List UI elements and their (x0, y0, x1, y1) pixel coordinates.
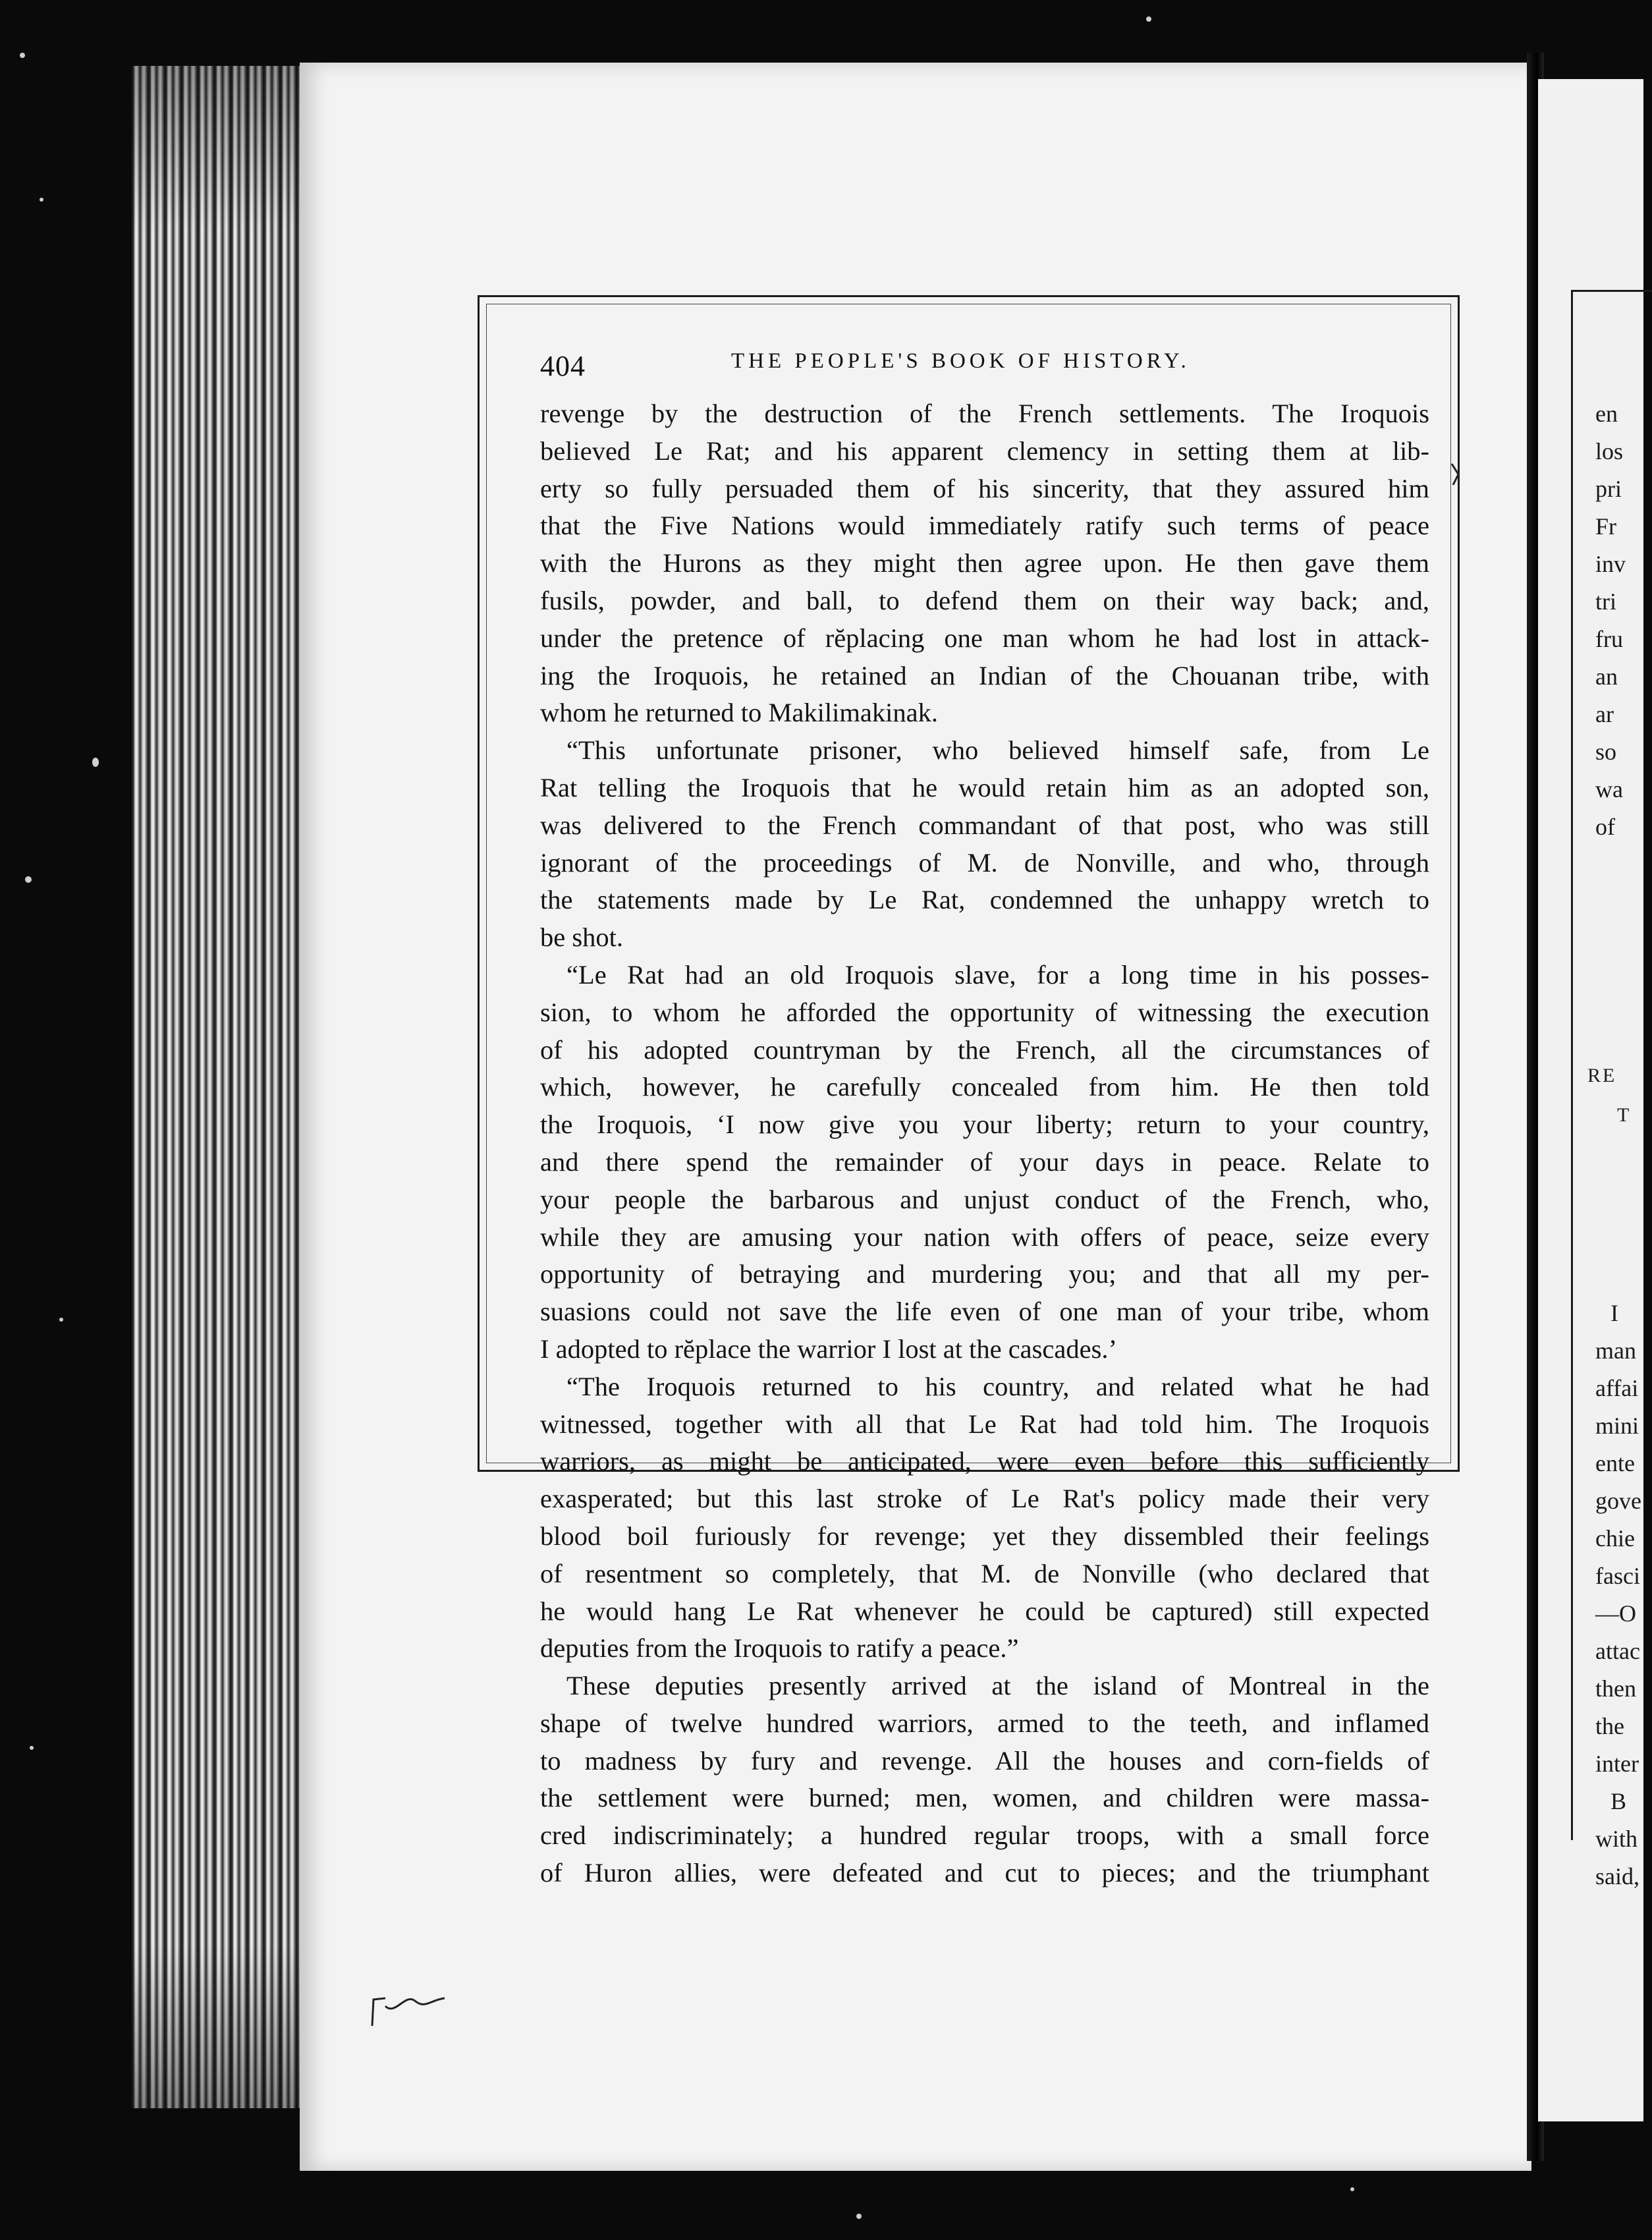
margin-mark-icon (1449, 461, 1462, 488)
text-line: he would hang Le Rat whenever he could be captured) still expected (540, 1596, 1429, 1626)
text-line: erty so fully persuaded them of his sincerity, that they assured him (540, 473, 1429, 503)
text-line: sion, to whom he afforded the opportunity of witnessing the execution (540, 997, 1429, 1027)
text-line: your people the barbarous and unjust conduct of the French, who, (540, 1184, 1429, 1214)
text-line: to madness by fury and revenge. All the houses and corn-fields of (540, 1745, 1429, 1776)
adjacent-page-fragment: B (1611, 1788, 1627, 1814)
adjacent-page-fragment: ar (1595, 701, 1614, 727)
adjacent-page-heading-fragment: RE (1587, 1065, 1617, 1086)
adjacent-page-fragment: then (1595, 1675, 1636, 1702)
text-line: while they are amusing your nation with offers of peace, seize every (540, 1221, 1429, 1252)
adjacent-page-fragment: los (1595, 438, 1624, 464)
text-line: These deputies presently arrived at the island of Montreal in the (566, 1671, 1429, 1701)
dust-speck (1146, 16, 1151, 22)
adjacent-page-fragment: Fr (1595, 513, 1617, 540)
book-fore-edge (132, 66, 307, 2108)
dust-speck (92, 758, 99, 767)
text-line: suasions could not save the life even of one man of your tribe, whom (540, 1297, 1429, 1327)
text-line: whom he returned to Makilimakinak. (540, 698, 938, 728)
adjacent-page-fragment: mini (1595, 1413, 1639, 1439)
adjacent-page-fragment: attac (1595, 1638, 1640, 1664)
text-line: warriors, as might be anticipated, were even before this sufficiently (540, 1446, 1429, 1476)
adjacent-page-fragment: so (1595, 739, 1617, 765)
adjacent-page-heading-fragment: T (1617, 1104, 1630, 1126)
text-line: ing the Iroquois, he retained an Indian of the Chouanan tribe, with (540, 660, 1429, 690)
adjacent-page-fragment: of (1595, 814, 1615, 840)
body-text (540, 395, 1429, 1892)
text-line: believed Le Rat; and his apparent clemency in setting them at lib- (540, 435, 1429, 466)
text-line: cred indiscriminately; a hundred regular troops, with a small force (540, 1820, 1429, 1851)
dust-speck (856, 2214, 862, 2219)
text-line: of Huron allies, were defeated and cut to pieces; and the triumphant (540, 1858, 1429, 1888)
dust-speck (1350, 2187, 1354, 2191)
dust-speck (59, 1318, 63, 1322)
adjacent-page-fragment: en (1595, 401, 1618, 427)
text-line: which, however, he carefully concealed from him. He then told (540, 1072, 1429, 1102)
text-line: exasperated; but this last stroke of Le Rat's policy made their very (540, 1484, 1429, 1514)
text-line: “Le Rat had an old Iroquois slave, for a long time in his posses- (566, 959, 1429, 990)
adjacent-page-fragment: man (1595, 1337, 1636, 1364)
adjacent-page-fragment: ente (1595, 1450, 1635, 1476)
running-head (540, 343, 1429, 389)
text-line: “This unfortunate prisoner, who believed himself safe, from Le (566, 735, 1429, 766)
adjacent-page-fragment: said, (1595, 1863, 1639, 1890)
text-line: opportunity of betraying and murdering you; and that all my per- (540, 1259, 1429, 1289)
dust-speck (20, 53, 25, 58)
text-line: of his adopted countryman by the French, all the circumstances of (540, 1034, 1429, 1065)
adjacent-page-fragment: tri (1595, 588, 1616, 615)
dust-speck (40, 198, 43, 202)
adjacent-page-fragment: the (1595, 1713, 1624, 1739)
text-line: with the Hurons as they might then agree upon. He then gave them (540, 548, 1429, 578)
text-line: ignorant of the proceedings of M. de Nonville, and who, through (540, 847, 1429, 878)
text-line: the statements made by Le Rat, condemned the unhappy wretch to (540, 885, 1429, 915)
text-line: be shot. (540, 922, 623, 953)
text-line: shape of twelve hundred warriors, armed to the teeth, and inflamed (540, 1708, 1429, 1738)
text-line: of resentment so completely, that M. de Nonville (who declared that (540, 1558, 1429, 1588)
adjacent-page-fragment: wa (1595, 776, 1623, 802)
text-line: deputies from the Iroquois to ratify a peace.” (540, 1633, 1019, 1664)
adjacent-page-fragment: fru (1595, 626, 1623, 652)
text-line: I adopted to rĕplace the warrior I lost at the cascades.’ (540, 1333, 1117, 1364)
adjacent-page-fragment: chie (1595, 1525, 1635, 1552)
adjacent-page-fragment: I (1611, 1300, 1618, 1326)
text-line: was delivered to the French commandant of that post, who was still (540, 810, 1429, 840)
dust-speck (30, 1746, 34, 1750)
text-line: blood boil furiously for revenge; yet they dissembled their feelings (540, 1521, 1429, 1551)
dust-speck (25, 876, 32, 883)
text-line: Rat telling the Iroquois that he would retain him as an adopted son, (540, 772, 1429, 802)
text-line: revenge by the destruction of the French settlements. The Iroquois (540, 399, 1429, 428)
text-line: witnessed, together with all that Le Rat had told him. The Iroquois (540, 1409, 1429, 1439)
text-line: fusils, powder, and ball, to defend them on their way back; and, (540, 585, 1429, 615)
adjacent-page-fragment: inv (1595, 551, 1626, 577)
adjacent-page-fragment: pri (1595, 476, 1622, 502)
adjacent-page-fragment: —O (1595, 1600, 1636, 1627)
page-number: 404 (540, 350, 586, 382)
running-title: THE PEOPLE'S BOOK OF HISTORY. (731, 349, 1190, 373)
adjacent-page-fragment: gove (1595, 1488, 1641, 1514)
text-line: the Iroquois, ‘I now give you your liberty; return to your country, (540, 1109, 1429, 1140)
text-line: the settlement were burned; men, women, and children were massa- (540, 1783, 1429, 1813)
text-line: that the Five Nations would immediately ratify such terms of peace (540, 511, 1429, 541)
adjacent-page-fragment: with (1595, 1826, 1638, 1852)
text-line: and there spend the remainder of your days in peace. Relate to (540, 1146, 1429, 1177)
adjacent-page-fragment: affai (1595, 1375, 1639, 1401)
text-line: under the pretence of rĕplacing one man whom he had lost in attack- (540, 623, 1429, 653)
adjacent-page-fragment: fasci (1595, 1563, 1640, 1589)
adjacent-page-fragment: an (1595, 663, 1618, 690)
pencil-scribble-icon (366, 1986, 458, 2032)
text-line: “The Iroquois returned to his country, and related what he had (566, 1371, 1429, 1401)
adjacent-page-fragment: inter (1595, 1750, 1639, 1777)
